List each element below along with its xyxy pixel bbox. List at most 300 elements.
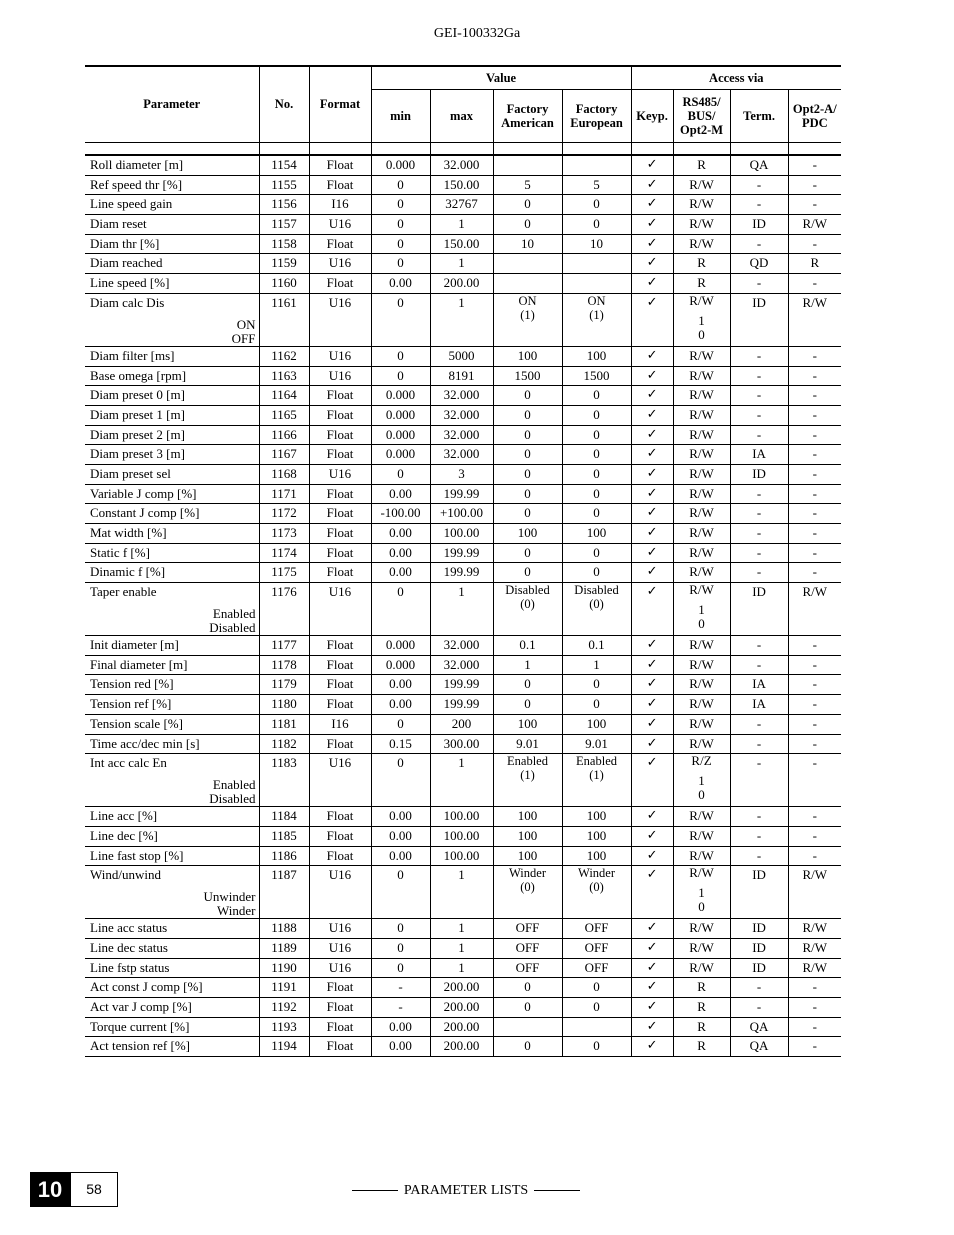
table-row xyxy=(85,234,841,254)
rs485-access-cell: R/W xyxy=(673,524,730,544)
param-max-cell: 200.00 xyxy=(430,978,493,998)
param-min-cell: 0 xyxy=(371,366,430,386)
param-no-cell: 1172 xyxy=(259,504,309,524)
check-mark-icon: ✓ xyxy=(646,755,658,771)
param-name-cell: Tension scale [%] xyxy=(85,714,259,734)
param-min-cell: 0.00 xyxy=(371,1037,430,1057)
term-access-cell: - xyxy=(730,807,788,827)
param-no-cell: 1173 xyxy=(259,524,309,544)
param-max-cell: 32.000 xyxy=(430,445,493,465)
keypad-check-cell xyxy=(631,675,673,695)
keypad-check-cell xyxy=(631,504,673,524)
opt2a-access-cell: - xyxy=(788,155,841,175)
param-no-cell: 1188 xyxy=(259,919,309,939)
param-no-cell: 1184 xyxy=(259,807,309,827)
rs485-access-cell: R/W xyxy=(673,807,730,827)
keypad-check-cell xyxy=(631,386,673,406)
term-access-cell: - xyxy=(730,386,788,406)
param-max-cell: 199.99 xyxy=(430,484,493,504)
opt2a-access-cell: - xyxy=(788,464,841,484)
factory-american-cell xyxy=(493,1017,562,1037)
table-row xyxy=(85,293,841,346)
term-access-cell: - xyxy=(730,346,788,366)
param-no-cell: 1156 xyxy=(259,195,309,215)
rs485-access-cell: R/W xyxy=(673,346,730,366)
opt2a-access-cell: R/W xyxy=(788,919,841,939)
param-max-cell: 150.00 xyxy=(430,234,493,254)
param-min-cell: 0 xyxy=(371,938,430,958)
table-row xyxy=(85,464,841,484)
param-name-cell: Tension red [%] xyxy=(85,675,259,695)
param-format-cell: Float xyxy=(309,234,371,254)
param-no-cell: 1161 xyxy=(259,293,309,346)
rs485-access-cell: R/W xyxy=(673,938,730,958)
param-format-cell: Float xyxy=(309,655,371,675)
keypad-check-cell xyxy=(631,445,673,465)
param-name-cell: Time acc/dec min [s] xyxy=(85,734,259,754)
param-no-cell: 1163 xyxy=(259,366,309,386)
term-access-cell: - xyxy=(730,563,788,583)
param-format-cell: Float xyxy=(309,445,371,465)
rs485-access-cell: R/W xyxy=(673,445,730,465)
param-name-cell: Diam preset 3 [m] xyxy=(85,445,259,465)
param-format-cell: U16 xyxy=(309,958,371,978)
opt2a-access-cell: - xyxy=(788,807,841,827)
param-format-cell: I16 xyxy=(309,714,371,734)
term-access-cell: ID xyxy=(730,958,788,978)
check-mark-icon: ✓ xyxy=(646,176,658,192)
opt2a-access-cell: R xyxy=(788,254,841,274)
check-mark-icon: ✓ xyxy=(646,1038,658,1054)
opt2a-access-cell: - xyxy=(788,636,841,656)
check-mark-icon: ✓ xyxy=(646,525,658,540)
factory-american-cell: 0 xyxy=(493,386,562,406)
opt2a-access-cell: R/W xyxy=(788,958,841,978)
keypad-check-cell xyxy=(631,846,673,866)
param-min-cell: 0.00 xyxy=(371,807,430,827)
keypad-check-cell xyxy=(631,274,673,294)
table-row xyxy=(85,807,841,827)
factory-american-cell: 0 xyxy=(493,504,562,524)
keypad-check-cell xyxy=(631,978,673,998)
factory-european-cell: 0 xyxy=(562,215,631,235)
factory-american-cell: 0 xyxy=(493,464,562,484)
param-name-cell: Torque current [%] xyxy=(85,1017,259,1037)
check-mark-icon: ✓ xyxy=(646,939,658,955)
rs485-access-cell: R/W xyxy=(673,504,730,524)
param-name-cell: Diam calc Dis ON OFF xyxy=(85,293,259,346)
table-row xyxy=(85,636,841,656)
param-name-cell: Act const J comp [%] xyxy=(85,978,259,998)
table-row xyxy=(85,978,841,998)
keypad-check-cell xyxy=(631,405,673,425)
footer-title: PARAMETER LISTS xyxy=(340,1183,592,1199)
opt2a-access-cell: - xyxy=(788,655,841,675)
parameter-table xyxy=(85,65,841,1057)
factory-european-cell: Disabled (0) xyxy=(562,583,631,636)
factory-american-cell: 100 xyxy=(493,826,562,846)
document-id: GEI-100332Ga xyxy=(433,26,521,41)
check-mark-icon: ✓ xyxy=(646,367,658,383)
table-row xyxy=(85,583,841,636)
opt2a-access-cell: R/W xyxy=(788,583,841,636)
table-row xyxy=(85,714,841,734)
param-name-cell: Final diameter [m] xyxy=(85,655,259,675)
factory-european-cell: 1500 xyxy=(562,366,631,386)
param-format-cell: Float xyxy=(309,1037,371,1057)
keypad-check-cell xyxy=(631,195,673,215)
check-mark-icon: ✓ xyxy=(646,446,658,462)
check-mark-icon: ✓ xyxy=(646,584,658,600)
term-access-cell: - xyxy=(730,978,788,998)
param-max-cell: 100.00 xyxy=(430,524,493,544)
param-format-cell: Float xyxy=(309,807,371,827)
term-access-cell: QA xyxy=(730,155,788,175)
check-mark-icon: ✓ xyxy=(646,275,658,291)
rs485-access-cell: R/W xyxy=(673,958,730,978)
param-no-cell: 1180 xyxy=(259,695,309,715)
factory-american-cell: 100 xyxy=(493,807,562,827)
param-format-cell: I16 xyxy=(309,195,371,215)
rs485-access-cell: R/W xyxy=(673,563,730,583)
opt2a-access-cell: R/W xyxy=(788,866,841,919)
rs485-access-cell: R/W xyxy=(673,734,730,754)
opt2a-access-cell: R/W xyxy=(788,215,841,235)
param-min-cell: 0.00 xyxy=(371,1017,430,1037)
keypad-check-cell xyxy=(631,293,673,346)
check-mark-icon: ✓ xyxy=(646,959,658,975)
header-max: max xyxy=(430,90,493,143)
param-min-cell: 0 xyxy=(371,464,430,484)
param-max-cell: 1 xyxy=(430,215,493,235)
param-format-cell: Float xyxy=(309,998,371,1018)
parameter-rows xyxy=(85,155,841,1057)
param-max-cell: +100.00 xyxy=(430,504,493,524)
param-min-cell: 0.000 xyxy=(371,425,430,445)
param-format-cell: Float xyxy=(309,636,371,656)
term-access-cell: - xyxy=(730,195,788,215)
keypad-check-cell xyxy=(631,155,673,175)
check-mark-icon: ✓ xyxy=(646,867,658,883)
keypad-check-cell xyxy=(631,563,673,583)
rs485-access-cell: R/W xyxy=(673,543,730,563)
param-name-cell: Line speed [%] xyxy=(85,274,259,294)
term-access-cell: - xyxy=(730,484,788,504)
rs485-access-cell: R xyxy=(673,155,730,175)
factory-european-cell: 100 xyxy=(562,826,631,846)
table-row xyxy=(85,524,841,544)
factory-european-cell: Enabled (1) xyxy=(562,754,631,807)
param-max-cell: 199.99 xyxy=(430,675,493,695)
param-max-cell: 5000 xyxy=(430,346,493,366)
term-access-cell: - xyxy=(730,524,788,544)
param-format-cell: Float xyxy=(309,563,371,583)
factory-european-cell: 0 xyxy=(562,563,631,583)
rs485-access-cell: R/W xyxy=(673,234,730,254)
opt2a-access-cell: - xyxy=(788,425,841,445)
factory-american-cell xyxy=(493,155,562,175)
term-access-cell: - xyxy=(730,234,788,254)
rs485-access-cell: R/W 1 0 xyxy=(673,866,730,919)
param-format-cell: Float xyxy=(309,504,371,524)
keypad-check-cell xyxy=(631,958,673,978)
factory-american-cell: OFF xyxy=(493,958,562,978)
factory-american-cell: OFF xyxy=(493,919,562,939)
factory-european-cell: 0 xyxy=(562,504,631,524)
rs485-access-cell: R xyxy=(673,274,730,294)
param-format-cell: U16 xyxy=(309,293,371,346)
param-no-cell: 1181 xyxy=(259,714,309,734)
page-footer xyxy=(0,1172,954,1212)
param-min-cell: 0.00 xyxy=(371,274,430,294)
param-max-cell: 200 xyxy=(430,714,493,734)
factory-european-cell: 9.01 xyxy=(562,734,631,754)
param-min-cell: 0 xyxy=(371,254,430,274)
factory-european-cell: 0 xyxy=(562,1037,631,1057)
param-min-cell: - xyxy=(371,998,430,1018)
header-min: min xyxy=(371,90,430,143)
factory-european-cell: 5 xyxy=(562,175,631,195)
keypad-check-cell xyxy=(631,826,673,846)
table-row xyxy=(85,215,841,235)
param-max-cell: 1 xyxy=(430,958,493,978)
param-min-cell: 0.00 xyxy=(371,563,430,583)
check-mark-icon: ✓ xyxy=(646,294,658,310)
opt2a-access-cell: R/W xyxy=(788,293,841,346)
keypad-check-cell xyxy=(631,695,673,715)
term-access-cell: - xyxy=(730,425,788,445)
param-min-cell: 0.00 xyxy=(371,524,430,544)
param-min-cell: 0.15 xyxy=(371,734,430,754)
factory-american-cell: 100 xyxy=(493,524,562,544)
param-min-cell: 0 xyxy=(371,215,430,235)
check-mark-icon: ✓ xyxy=(646,808,658,824)
opt2a-access-cell: - xyxy=(788,484,841,504)
rs485-access-cell: R/W xyxy=(673,215,730,235)
page-number: 58 xyxy=(70,1172,118,1207)
keypad-check-cell xyxy=(631,425,673,445)
factory-american-cell xyxy=(493,254,562,274)
keypad-check-cell xyxy=(631,524,673,544)
param-max-cell: 200.00 xyxy=(430,998,493,1018)
param-format-cell: Float xyxy=(309,846,371,866)
rs485-access-cell: R/W xyxy=(673,366,730,386)
param-no-cell: 1182 xyxy=(259,734,309,754)
opt2a-access-cell: - xyxy=(788,346,841,366)
param-max-cell: 32.000 xyxy=(430,155,493,175)
check-mark-icon: ✓ xyxy=(646,505,658,521)
check-mark-icon: ✓ xyxy=(646,637,658,653)
header-opt2a: Opt2-A/ PDC xyxy=(788,90,841,143)
keypad-check-cell xyxy=(631,714,673,734)
factory-european-cell: 0 xyxy=(562,484,631,504)
param-name-cell: Tension ref [%] xyxy=(85,695,259,715)
param-min-cell: 0 xyxy=(371,195,430,215)
param-no-cell: 1155 xyxy=(259,175,309,195)
param-min-cell: 0 xyxy=(371,714,430,734)
header-term: Term. xyxy=(730,90,788,143)
param-max-cell: 100.00 xyxy=(430,807,493,827)
factory-european-cell: 0 xyxy=(562,978,631,998)
rs485-access-cell: R/W xyxy=(673,425,730,445)
param-format-cell: U16 xyxy=(309,866,371,919)
param-name-cell: Base omega [rpm] xyxy=(85,366,259,386)
factory-european-cell: Winder (0) xyxy=(562,866,631,919)
factory-american-cell: 9.01 xyxy=(493,734,562,754)
param-min-cell: 0.00 xyxy=(371,846,430,866)
param-no-cell: 1154 xyxy=(259,155,309,175)
check-mark-icon: ✓ xyxy=(646,485,658,501)
table-row xyxy=(85,695,841,715)
param-name-cell: Line fstp status xyxy=(85,958,259,978)
param-no-cell: 1166 xyxy=(259,425,309,445)
factory-american-cell: 0 xyxy=(493,1037,562,1057)
term-access-cell: ID xyxy=(730,938,788,958)
opt2a-access-cell: - xyxy=(788,563,841,583)
param-min-cell: 0.00 xyxy=(371,675,430,695)
check-mark-icon: ✓ xyxy=(646,979,658,995)
param-name-cell: Diam preset 2 [m] xyxy=(85,425,259,445)
opt2a-access-cell: - xyxy=(788,826,841,846)
param-min-cell: 0.00 xyxy=(371,695,430,715)
param-no-cell: 1183 xyxy=(259,754,309,807)
term-access-cell: ID xyxy=(730,215,788,235)
factory-american-cell: 0 xyxy=(493,405,562,425)
header-factory-european: Factory European xyxy=(562,90,631,143)
param-no-cell: 1185 xyxy=(259,826,309,846)
param-name-cell: Diam reached xyxy=(85,254,259,274)
header-rs485: RS485/ BUS/ Opt2-M xyxy=(673,90,730,143)
param-no-cell: 1159 xyxy=(259,254,309,274)
term-access-cell: - xyxy=(730,714,788,734)
table-row xyxy=(85,998,841,1018)
factory-european-cell: ON (1) xyxy=(562,293,631,346)
table-row xyxy=(85,846,841,866)
param-name-cell: Line fast stop [%] xyxy=(85,846,259,866)
param-max-cell: 1 xyxy=(430,919,493,939)
param-max-cell: 200.00 xyxy=(430,1037,493,1057)
param-format-cell: Float xyxy=(309,155,371,175)
header-parameter: Parameter xyxy=(85,66,259,143)
rs485-access-cell: R/W xyxy=(673,464,730,484)
check-mark-icon: ✓ xyxy=(646,406,658,422)
opt2a-access-cell: - xyxy=(788,695,841,715)
param-format-cell: Float xyxy=(309,175,371,195)
param-min-cell: 0.000 xyxy=(371,655,430,675)
table-row xyxy=(85,366,841,386)
table-row xyxy=(85,754,841,807)
param-format-cell: U16 xyxy=(309,215,371,235)
param-format-cell: Float xyxy=(309,524,371,544)
opt2a-access-cell: - xyxy=(788,504,841,524)
term-access-cell: - xyxy=(730,998,788,1018)
param-format-cell: Float xyxy=(309,826,371,846)
factory-american-cell: 0 xyxy=(493,695,562,715)
param-no-cell: 1157 xyxy=(259,215,309,235)
param-max-cell: 1 xyxy=(430,754,493,807)
param-no-cell: 1176 xyxy=(259,583,309,636)
check-mark-icon: ✓ xyxy=(646,157,658,172)
opt2a-access-cell: - xyxy=(788,524,841,544)
opt2a-access-cell: - xyxy=(788,175,841,195)
factory-american-cell: 0 xyxy=(493,543,562,563)
term-access-cell: ID xyxy=(730,866,788,919)
opt2a-access-cell: - xyxy=(788,675,841,695)
table-row xyxy=(85,254,841,274)
param-min-cell: 0.000 xyxy=(371,445,430,465)
param-max-cell: 32.000 xyxy=(430,405,493,425)
param-name-cell: Line acc status xyxy=(85,919,259,939)
param-max-cell: 1 xyxy=(430,938,493,958)
param-max-cell: 32.000 xyxy=(430,655,493,675)
rs485-access-cell: R/W xyxy=(673,175,730,195)
rs485-access-cell: R/W 1 0 xyxy=(673,583,730,636)
param-max-cell: 32.000 xyxy=(430,636,493,656)
param-name-cell: Taper enable Enabled Disabled xyxy=(85,583,259,636)
factory-american-cell: Disabled (0) xyxy=(493,583,562,636)
param-format-cell: Float xyxy=(309,425,371,445)
param-no-cell: 1171 xyxy=(259,484,309,504)
param-max-cell: 200.00 xyxy=(430,1017,493,1037)
table-row xyxy=(85,346,841,366)
param-name-cell: Act tension ref [%] xyxy=(85,1037,259,1057)
param-name-cell: Constant J comp [%] xyxy=(85,504,259,524)
keypad-check-cell xyxy=(631,254,673,274)
term-access-cell: - xyxy=(730,734,788,754)
param-format-cell: U16 xyxy=(309,464,371,484)
factory-american-cell: Winder (0) xyxy=(493,866,562,919)
keypad-check-cell xyxy=(631,543,673,563)
table-row xyxy=(85,405,841,425)
param-no-cell: 1189 xyxy=(259,938,309,958)
factory-american-cell: 0 xyxy=(493,445,562,465)
factory-american-cell: 0 xyxy=(493,998,562,1018)
param-no-cell: 1160 xyxy=(259,274,309,294)
term-access-cell: - xyxy=(730,504,788,524)
rs485-access-cell: R/W xyxy=(673,655,730,675)
factory-american-cell: 0 xyxy=(493,675,562,695)
chapter-number: 10 xyxy=(30,1172,70,1207)
rs485-access-cell: R xyxy=(673,1017,730,1037)
opt2a-access-cell: - xyxy=(788,734,841,754)
factory-european-cell: 100 xyxy=(562,346,631,366)
rs485-access-cell: R/W xyxy=(673,484,730,504)
param-format-cell: Float xyxy=(309,978,371,998)
param-max-cell: 1 xyxy=(430,254,493,274)
factory-american-cell: 1500 xyxy=(493,366,562,386)
rs485-access-cell: R/W xyxy=(673,826,730,846)
keypad-check-cell xyxy=(631,1037,673,1057)
factory-european-cell xyxy=(562,1017,631,1037)
opt2a-access-cell: - xyxy=(788,386,841,406)
factory-american-cell: 0 xyxy=(493,978,562,998)
factory-american-cell: 5 xyxy=(493,175,562,195)
rs485-access-cell: R/W xyxy=(673,675,730,695)
param-max-cell: 3 xyxy=(430,464,493,484)
keypad-check-cell xyxy=(631,366,673,386)
rs485-access-cell: R xyxy=(673,978,730,998)
check-mark-icon: ✓ xyxy=(646,216,658,232)
term-access-cell: - xyxy=(730,543,788,563)
factory-american-cell xyxy=(493,274,562,294)
header-access-group: Access via xyxy=(631,66,841,90)
check-mark-icon: ✓ xyxy=(646,735,658,751)
param-max-cell: 1 xyxy=(430,866,493,919)
param-name-cell: Roll diameter [m] xyxy=(85,155,259,175)
check-mark-icon: ✓ xyxy=(646,544,658,560)
term-access-cell: IA xyxy=(730,675,788,695)
factory-european-cell: 0 xyxy=(562,543,631,563)
